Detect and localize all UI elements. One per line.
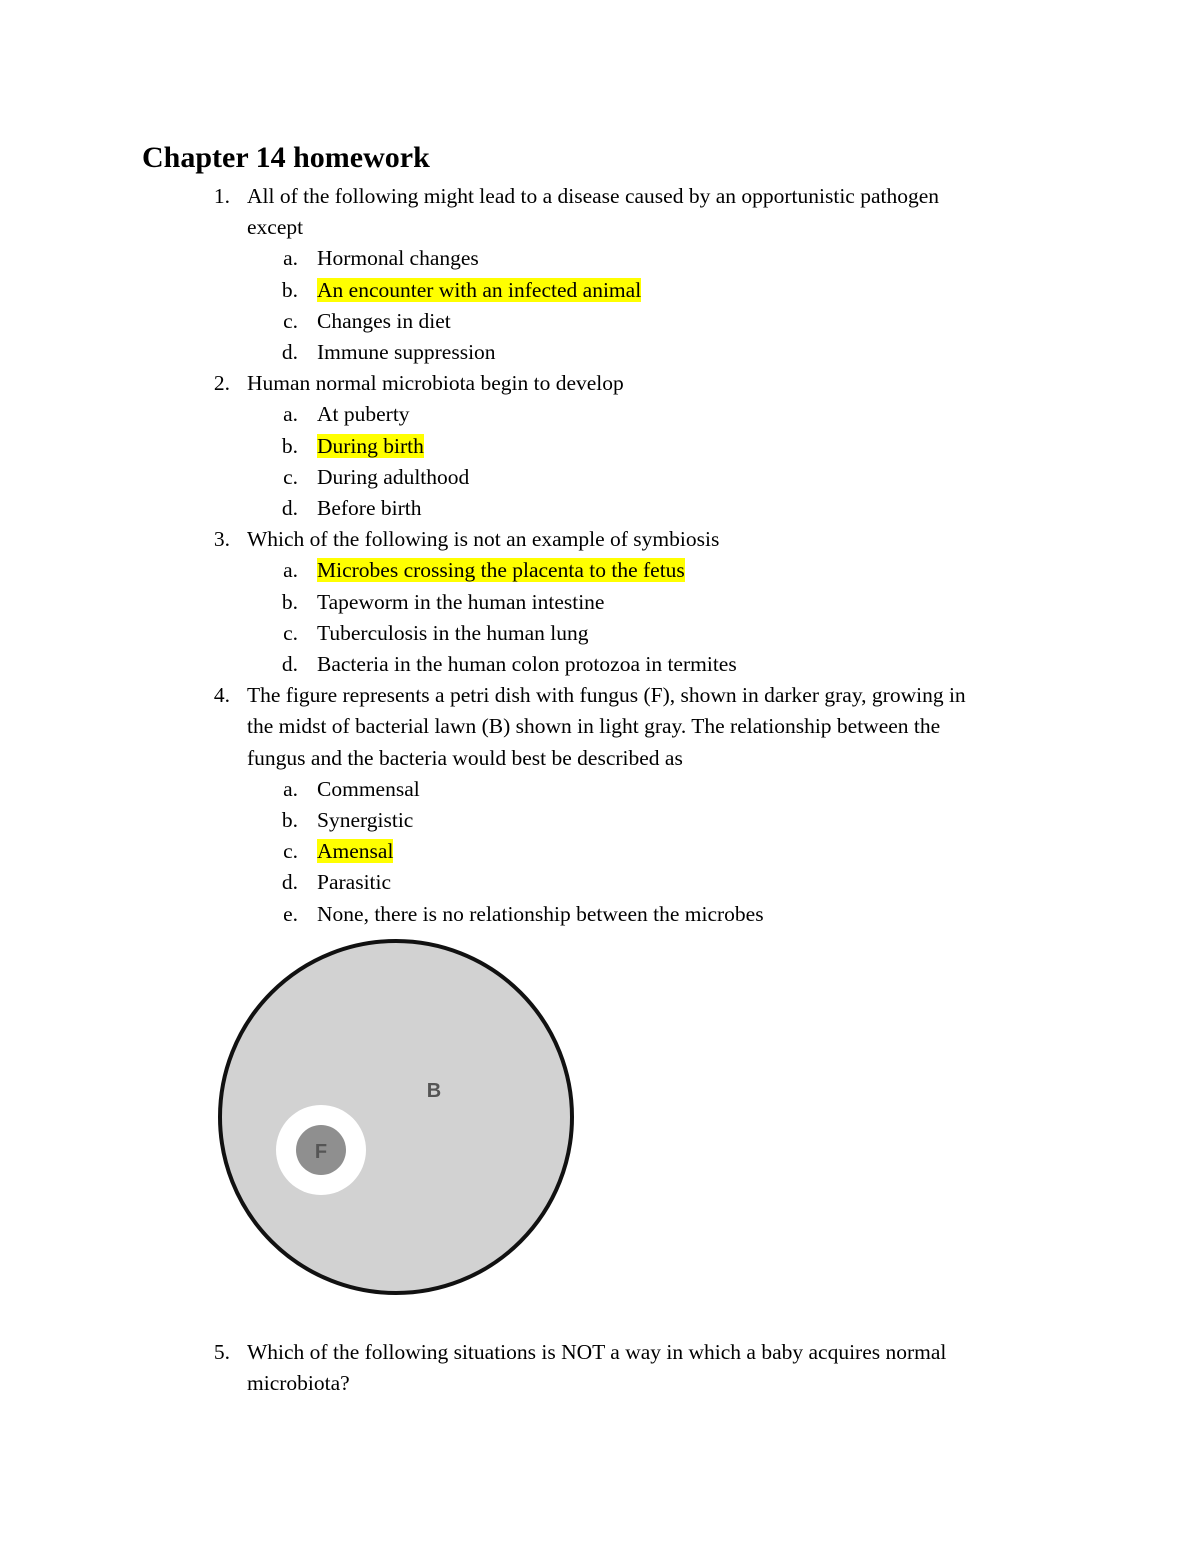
question-text: The figure represents a petri dish with fungus (F), shown in darker gray, growing in: [247, 683, 966, 708]
option-text: During adulthood: [317, 464, 470, 489]
option-letter: d.: [281, 652, 298, 676]
option-letter: a.: [283, 558, 298, 583]
option-letter: a.: [283, 402, 298, 427]
option-letter: c.: [283, 620, 298, 645]
option-text: Commensal: [317, 776, 420, 801]
option-text: Changes in diet: [317, 308, 451, 333]
option-text: Parasitic: [317, 870, 392, 895]
answer-option-highlighted: [317, 555, 685, 586]
option-letter: b.: [281, 277, 298, 302]
petri-dish: [220, 941, 572, 1293]
answer-option: [317, 493, 421, 524]
option-text: None, there is no relationship between the microbes: [317, 901, 764, 926]
option-letter: b.: [281, 589, 298, 614]
answer-option-highlighted: [317, 836, 393, 867]
option-letter: b.: [281, 433, 298, 458]
option-letter: c.: [283, 308, 298, 333]
question-number: 4.: [213, 683, 230, 708]
question-text: microbiota?: [247, 1371, 350, 1396]
option-letter: b.: [281, 808, 298, 832]
option-letter: c.: [283, 839, 298, 864]
answer-option-highlighted: [317, 431, 424, 462]
option-text: Tapeworm in the human intestine: [317, 589, 605, 614]
option-text: Amensal: [317, 839, 394, 864]
question-text: Human normal microbiota begin to develop: [247, 371, 624, 396]
question-number: 5.: [213, 1340, 230, 1364]
answer-option: [317, 774, 420, 805]
question-number: 2.: [213, 371, 230, 396]
question-text: except: [247, 215, 304, 240]
option-text: Tuberculosis in the human lung: [317, 620, 589, 645]
answer-option: [317, 306, 451, 337]
bacteria-label: B: [426, 1080, 442, 1102]
question-text: fungus and the bacteria would best be described as: [247, 745, 683, 770]
answer-option: [317, 587, 604, 618]
question-number: 3.: [213, 527, 230, 552]
option-letter: a.: [283, 776, 298, 801]
question-text: Which of the following is not an example of symbiosis: [247, 527, 720, 552]
option-letter: d.: [281, 496, 298, 520]
answer-option: [317, 462, 469, 493]
option-text: Synergistic: [317, 808, 414, 832]
answer-option: [317, 399, 410, 430]
question-text: the midst of bacterial lawn (B) shown in light gray. The relationship between the: [247, 714, 941, 739]
option-text: Hormonal changes: [317, 246, 479, 271]
option-text: Immune suppression: [317, 340, 496, 364]
option-text: During birth: [317, 433, 424, 458]
answer-option: [317, 649, 737, 680]
answer-option: [317, 243, 479, 274]
answer-option: [317, 899, 764, 930]
option-letter: a.: [283, 246, 298, 271]
answer-option: [317, 337, 496, 368]
answer-option-highlighted: [317, 275, 641, 306]
option-letter: e.: [283, 901, 298, 926]
option-text: Microbes crossing the placenta to the fetus: [317, 558, 685, 583]
fungus-label: F: [314, 1141, 328, 1163]
answer-option: [317, 618, 589, 649]
option-letter: c.: [283, 464, 298, 489]
answer-option: [317, 867, 391, 898]
option-text: An encounter with an infected animal: [317, 277, 642, 302]
option-text: Before birth: [317, 496, 422, 520]
question-number: 1.: [213, 184, 230, 208]
option-letter: d.: [281, 870, 298, 895]
page-title: Chapter 14 homework: [142, 141, 430, 174]
option-text: Bacteria in the human colon protozoa in termites: [317, 652, 737, 676]
question-text: All of the following might lead to a disease caused by an opportunistic pathogen: [247, 184, 940, 208]
answer-option: [317, 805, 413, 836]
question-text: Which of the following situations is NOT a way in which a baby acquires normal: [247, 1340, 947, 1364]
option-text: At puberty: [317, 402, 410, 427]
option-letter: d.: [281, 340, 298, 364]
petri-dish-figure: [214, 932, 584, 1300]
